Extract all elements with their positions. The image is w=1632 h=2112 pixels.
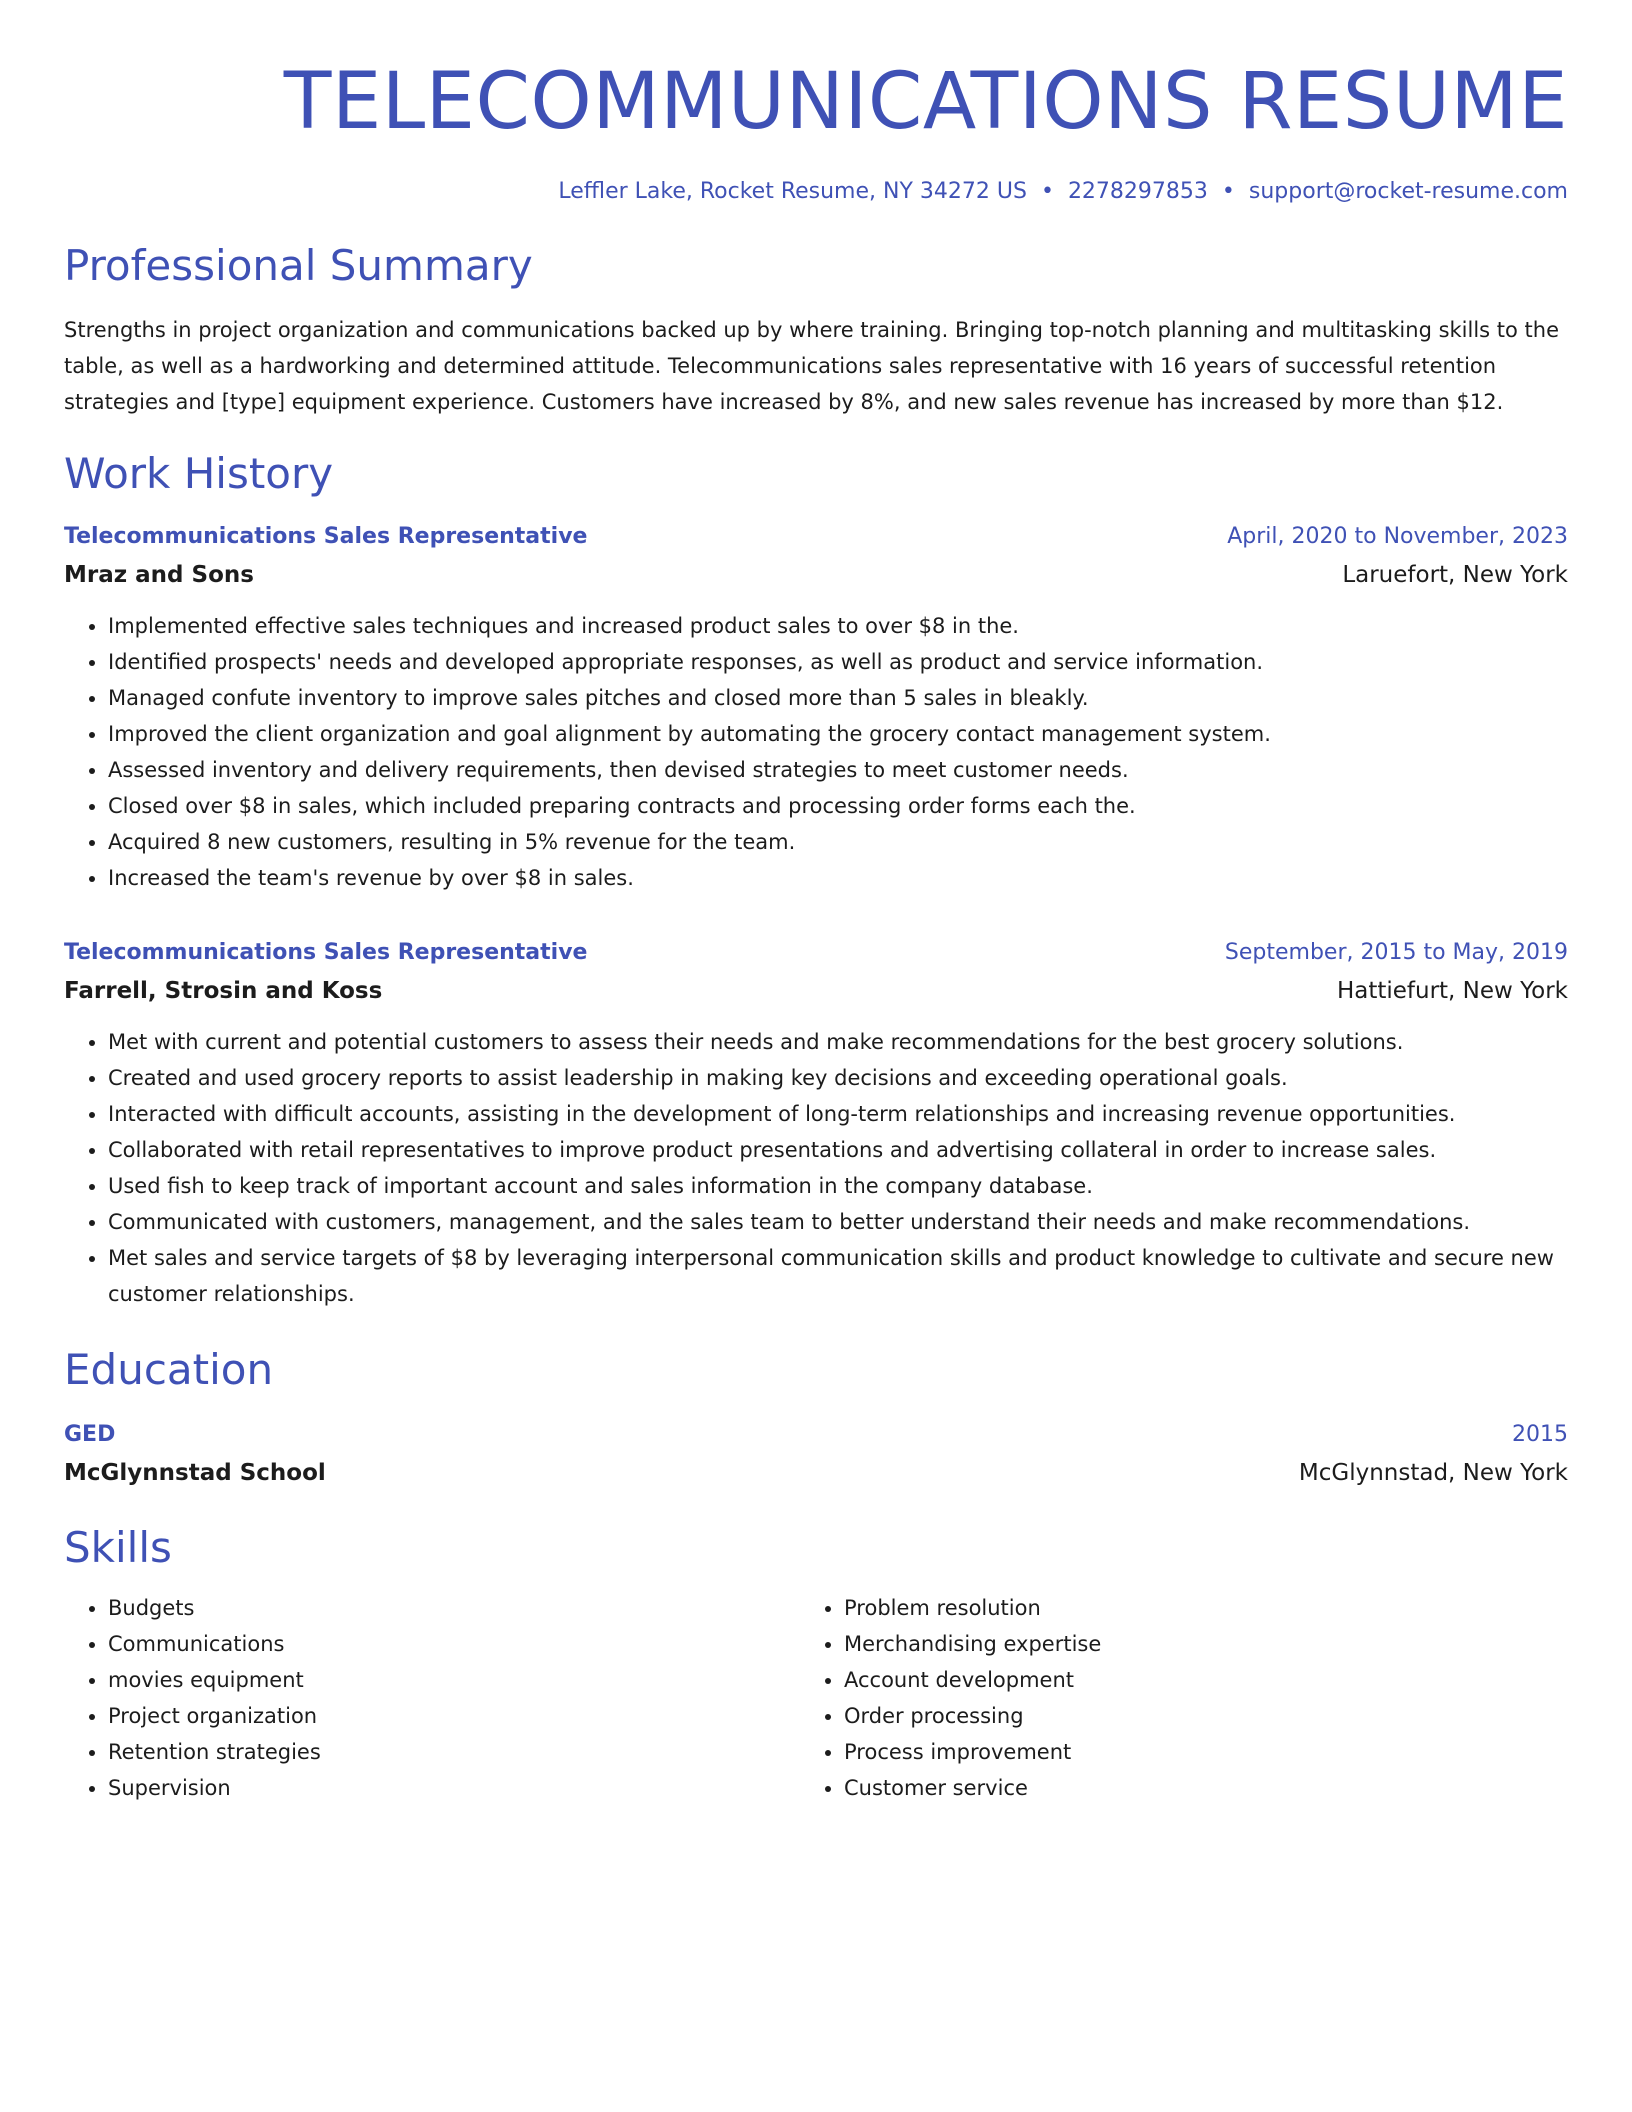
job-bullet: • Managed confute inventory to improve sales pitches and closed more than 5 sales in bleakly. <box>108 680 1568 716</box>
job-title: Telecommunications Sales Representative <box>64 940 588 965</box>
job-company: Mraz and Sons <box>64 562 254 588</box>
skills-column-right <box>800 1590 1536 1806</box>
skill-item: • Retention strategies <box>108 1734 800 1770</box>
contact-separator: • <box>1040 179 1054 204</box>
section-title-skills: Skills <box>64 1523 172 1572</box>
contact-separator: • <box>1221 179 1235 204</box>
job-bullet: • Identified prospects' needs and developed appropriate responses, as well as product and service information. <box>108 644 1568 680</box>
education-year: 2015 <box>1512 1422 1568 1447</box>
contact-email[interactable]: support@rocket-resume.com <box>1248 179 1568 204</box>
skill-item: • Customer service <box>844 1770 1536 1806</box>
job-bullet: • Closed over $8 in sales, which included preparing contracts and processing order forms each the. <box>108 788 1568 824</box>
job-bullet: • Met sales and service targets of $8 by leveraging interpersonal communication skills and product knowledge to cultivate and secure new customer relationships. <box>108 1240 1568 1312</box>
skill-item: • Project organization <box>108 1698 800 1734</box>
job-bullet-list <box>64 1024 1568 1312</box>
skill-item: • Problem resolution <box>844 1590 1536 1626</box>
job-bullet: • Met with current and potential customers to assess their needs and make recommendations for the best grocery solutions. <box>108 1024 1568 1060</box>
contact-line <box>64 176 1568 208</box>
education-degree: GED <box>64 1422 116 1447</box>
job-bullet: • Interacted with difficult accounts, assisting in the development of long-term relationships and increasing revenue opportunities. <box>108 1096 1568 1132</box>
job-bullet: • Used fish to keep track of important account and sales information in the company database. <box>108 1168 1568 1204</box>
job-header-row <box>64 518 1568 556</box>
skills-column-left <box>64 1590 800 1806</box>
education-entry <box>64 1416 1568 1492</box>
skill-item: • Budgets <box>108 1590 800 1626</box>
skills-list-right <box>800 1590 1536 1806</box>
job-bullet: • Improved the client organization and goal alignment by automating the grocery contact management system. <box>108 716 1568 752</box>
resume-name: TELECOMMUNICATIONS RESUME <box>283 57 1568 147</box>
skill-item: • Account development <box>844 1662 1536 1698</box>
skill-item: • Order processing <box>844 1698 1536 1734</box>
education-school: McGlynnstad School <box>64 1460 326 1486</box>
skill-item: • Process improvement <box>844 1734 1536 1770</box>
job-bullet: • Assessed inventory and delivery requirements, then devised strategies to meet customer needs. <box>108 752 1568 788</box>
section-title-education: Education <box>64 1345 274 1394</box>
skills-list-left <box>64 1590 800 1806</box>
skill-item: • Supervision <box>108 1770 800 1806</box>
job-dates: September, 2015 to May, 2019 <box>1224 940 1568 965</box>
skill-item: • Communications <box>108 1626 800 1662</box>
education-location: McGlynnstad, New York <box>1298 1460 1568 1486</box>
resume-header <box>64 0 1568 208</box>
job-bullet: • Collaborated with retail representatives to improve product presentations and advertising collateral in order to increase sales. <box>108 1132 1568 1168</box>
job-company: Farrell, Strosin and Koss <box>64 978 383 1004</box>
job-bullet: • Communicated with customers, management, and the sales team to better understand their needs and make recommendations. <box>108 1204 1568 1240</box>
job-bullet: • Increased the team's revenue by over $8 in sales. <box>108 860 1568 896</box>
skill-item: • Merchandising expertise <box>844 1626 1536 1662</box>
job-title: Telecommunications Sales Representative <box>64 524 588 549</box>
skills-columns <box>64 1590 1568 1806</box>
job-entry <box>64 934 1568 1312</box>
contact-phone: 2278297853 <box>1067 179 1208 204</box>
job-company-row <box>64 556 1568 594</box>
contact-address: Leffler Lake, Rocket Resume, NY 34272 US <box>558 179 1027 204</box>
section-title-summary: Professional Summary <box>64 241 533 290</box>
education-header-row <box>64 1416 1568 1454</box>
job-header-row <box>64 934 1568 972</box>
skill-item: • movies equipment <box>108 1662 800 1698</box>
job-company-row <box>64 972 1568 1010</box>
job-bullet: • Acquired 8 new customers, resulting in 5% revenue for the team. <box>108 824 1568 860</box>
job-location: Laruefort, New York <box>1342 562 1568 588</box>
job-bullet: • Created and used grocery reports to assist leadership in making key decisions and exceeding operational goals. <box>108 1060 1568 1096</box>
section-title-work-history: Work History <box>64 449 334 498</box>
job-dates: April, 2020 to November, 2023 <box>1227 524 1568 549</box>
job-bullet: • Implemented effective sales techniques and increased product sales to over $8 in the. <box>108 608 1568 644</box>
job-bullet-list <box>64 608 1568 896</box>
job-location: Hattiefurt, New York <box>1336 978 1568 1004</box>
summary-text: Strengths in project organization and communications backed up by where training. Bringing top-notch planning and multitasking skills to the table, as well as a hardworking and determined attitude. Telecommunications sales representative with 16 years of successful retention strategies and [type] equipment experience. Customers have increased by 8%, and new sales revenue has increased by more than $12. <box>64 318 1560 414</box>
education-school-row <box>64 1454 1568 1492</box>
job-entry <box>64 518 1568 896</box>
